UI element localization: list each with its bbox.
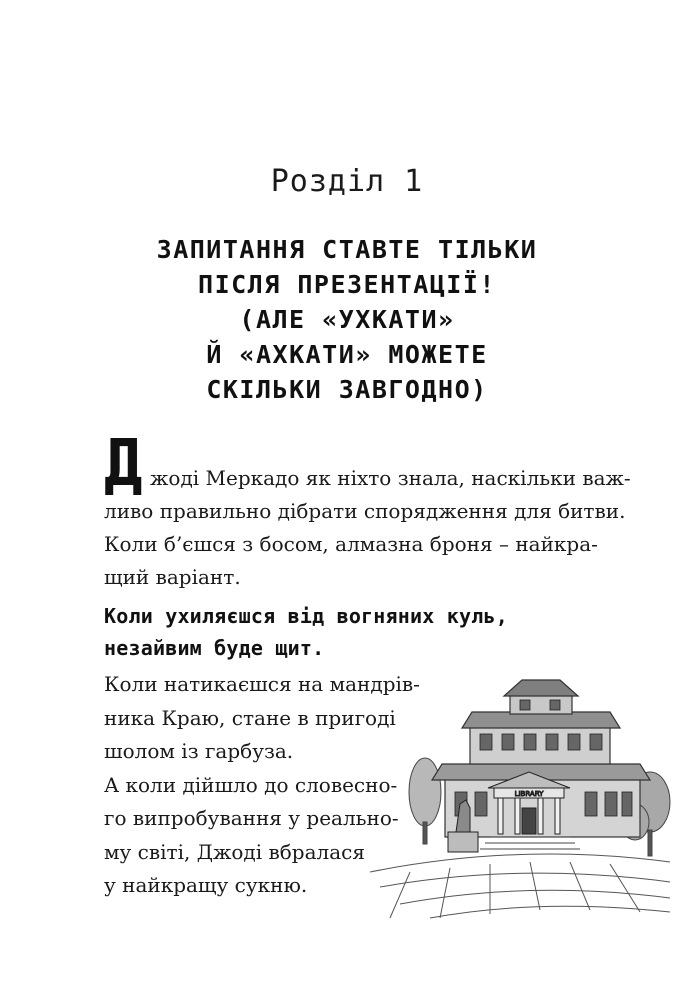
- text-line: го випробування у реально-: [104, 806, 399, 830]
- paragraph-1: [104, 462, 631, 594]
- text-line: Коли натикаєшся на мандрів-: [104, 672, 420, 696]
- text-line: А коли дійшло до словесно-: [104, 772, 398, 797]
- text-line: жоді Меркадо як ніхто знала, наскільки важ-: [150, 466, 631, 490]
- library-sign: LIBRARY: [514, 790, 544, 798]
- chapter-title: Розділ 1: [270, 164, 424, 199]
- text-line: му світі, Джоді вбралася: [104, 839, 365, 864]
- library-building-illustration: [370, 672, 680, 922]
- tree-left: [409, 758, 441, 844]
- text-line: щий варіант.: [104, 565, 241, 589]
- text-line: шолом із гарбуза.: [104, 739, 294, 763]
- headline-line: СКІЛЬКИ ЗАВГОДНО): [206, 375, 488, 404]
- text-line: Коли ухиляєшся від вогняних куль,: [104, 604, 508, 628]
- headline-line: ПІСЛЯ ПРЕЗЕНТАЦІЇ!: [198, 270, 496, 299]
- plaza-ground: [370, 854, 670, 918]
- text-line: ливо правильно дібрати спорядження для битви.: [104, 499, 626, 523]
- headline-line: (АЛЕ «УХКАТИ»: [239, 305, 455, 334]
- text-line: Коли б’єшся з босом, алмазна броня – найкра-: [104, 532, 598, 556]
- headline-line: Й «АХКАТИ» МОЖЕТЕ: [206, 340, 488, 369]
- chapter-headline: [60, 232, 634, 407]
- steps: [480, 837, 580, 849]
- paragraph-2: [104, 668, 420, 903]
- drop-cap: Д: [104, 427, 143, 501]
- text-line: незайвим буде щит.: [104, 636, 325, 660]
- text-line: у найкращу сукню.: [104, 873, 308, 897]
- bold-pixel-text: [104, 600, 604, 664]
- text-line: ника Краю, стане в пригоді: [104, 705, 396, 730]
- headline-line: ЗАПИТАННЯ СТАВТЕ ТІЛЬКИ: [156, 235, 538, 264]
